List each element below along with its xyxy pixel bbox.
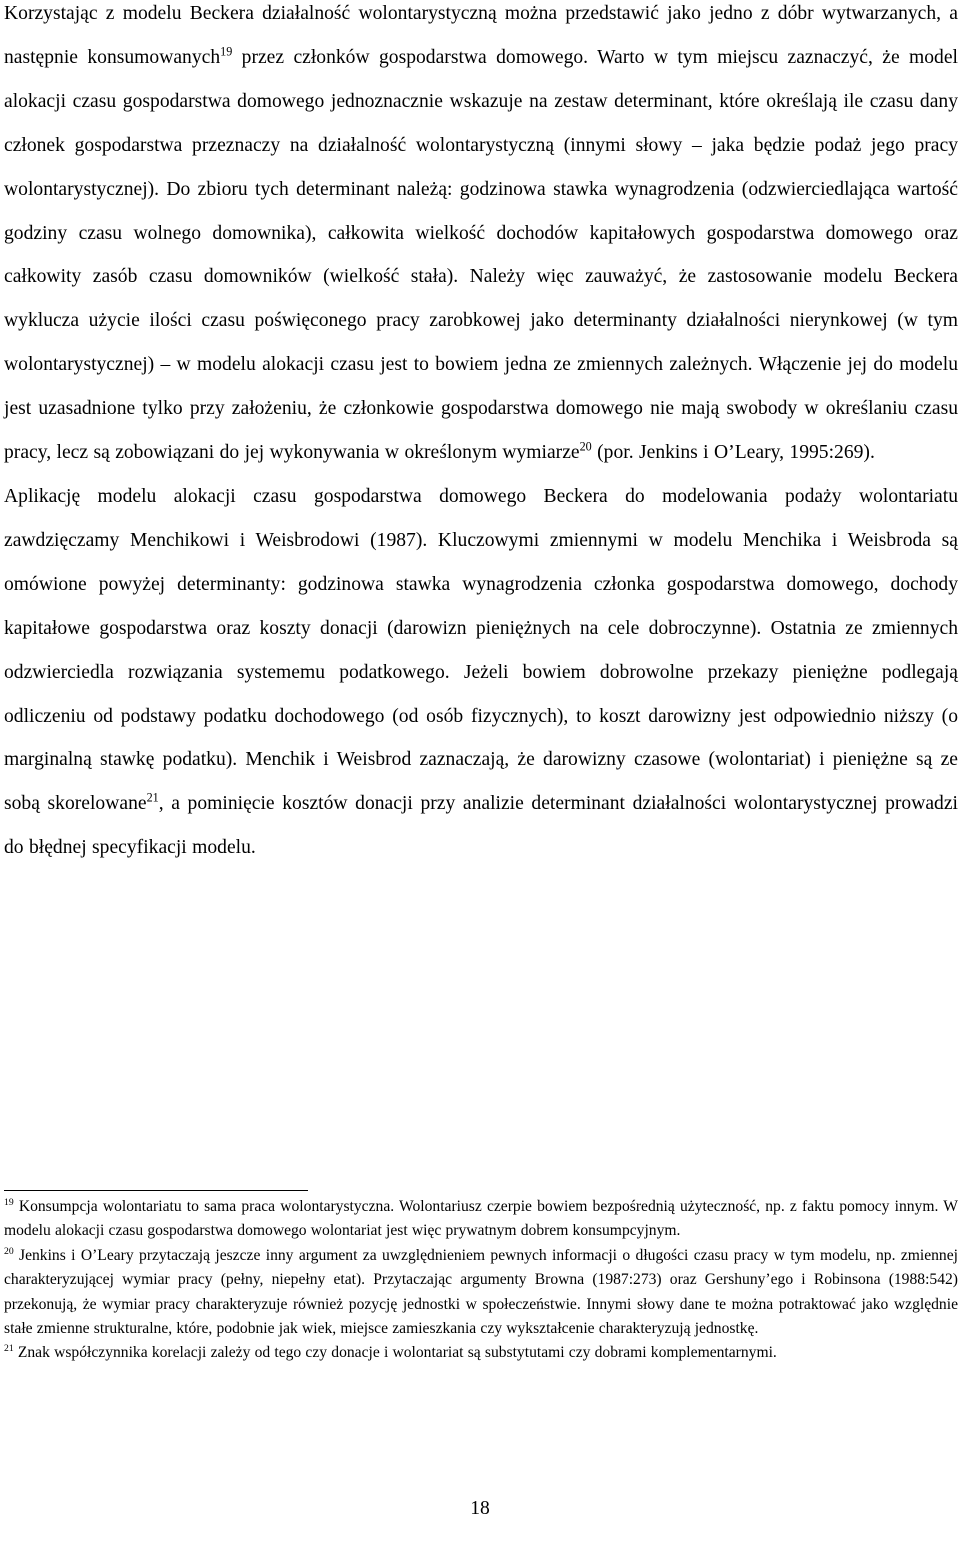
paragraph-1 [4, 0, 958, 475]
footnote-19 [4, 1195, 958, 1244]
paragraph-2-text-a: Aplikację modelu alokacji czasu gospodarstwa domowego Beckera do modelowania podaży wolontariatu zawdzięczamy Menchikowi i Weisbrodowi (1987). Kluczowymi zmiennymi w modelu Menchika i Weisbroda są omówione powyżej determinanty: godzinowa stawka wynagrodzenia członka gospodarstwa domowego, dochody kapitałowe gospodarstwa oraz koszty donacji (darowizn pieniężnych na cele dobroczynne). Ostatnia ze zmiennych odzwierciedla rozwiązania systememu podatkowego. Jeżeli bowiem dobrowolne przekazy pieniężne podlegają odliczeniu od podstawy podatku dochodowego (od osób fizycznych), to koszt darowizny jest odpowiednio niższy (o marginalną stawkę podatku). Menchik i Weisbrod zaznaczają, że darowizny czasowe (wolontariat) i pieniężne są ze sobą skorelowane [4, 485, 958, 815]
paragraph-1-text-b: przez członków gospodarstwa domowego. Warto w tym miejscu zaznaczyć, że model alokacji czasu gospodarstwa domowego jednoznacznie wskazuje na zestaw determinant, które określają ile czasu dany członek gospodarstwa przeznaczy na działalność wolontarystyczną (innymi słowy – jaka będzie podaż jego pracy wolontarystycznej). Do zbioru tych determinant należą: godzinowa stawka wynagrodzenia (odzwierciedlająca wartość godziny czasu wolnego domownika), całkowita wielkość dochodów kapitałowych gospodarstwa domowego oraz całkowity zasób czasu domowników (wielkość stała). Należy więc zauważyć, że zastosowanie modelu Beckera wyklucza użycie ilości czasu poświęconego pracy zarobkowej jako determinanty działalności nierynkowej (w tym wolontarystycznej) – w modelu alokacji czasu jest to bowiem jedna ze zmiennych zależnych. Włączenie jej do modelu jest uzasadnione tylko przy założeniu, że członkowie gospodarstwa domowego nie mają swobody w określaniu czasu pracy, lecz są zobowiązani do jej wykonywania w określonym wymiarze [4, 46, 958, 464]
footnote-text: Znak współczynnika korelacji zależy od tego czy donacje i wolontariat są substytutami czy dobrami komplementarnymi. [13, 1344, 777, 1362]
page-number: 18 [470, 1498, 490, 1519]
paragraph-2-text-b: , a pominięcie kosztów donacji przy analizie determinant działalności wolontarystycznej prowadzi do błędnej specyfikacji modelu. [4, 793, 958, 859]
footnote-ref-19: 19 [220, 44, 233, 59]
footnote-number: 19 [4, 1197, 14, 1209]
footnote-separator [4, 1190, 308, 1191]
footnote-number: 20 [4, 1246, 14, 1258]
paragraph-1-text-c: (por. Jenkins i O’Leary, 1995:269). [591, 442, 875, 464]
paragraph-1-text-a: Korzystając z modelu Beckera działalność wolontarystyczną można przedstawić jako jedno z dóbr wytwarzanych, a następnie konsumowanych [4, 3, 958, 68]
footnotes [4, 1195, 958, 1366]
footnote-ref-21: 21 [146, 791, 159, 806]
footnote-20 [4, 1244, 958, 1342]
footnote-21 [4, 1341, 958, 1365]
paragraph-2 [4, 475, 958, 870]
footnote-ref-20: 20 [579, 439, 592, 454]
main-text [4, 0, 958, 870]
footnote-text: Konsumpcja wolontariatu to sama praca wolontarystyczna. Wolontariusz czerpie bowiem bezpośrednią użyteczność, np. z faktu pomocy innym. W modelu alokacji czasu gospodarstwa domowego wolontariat jest więc prywatnym dobrem konsumpcyjnym. [4, 1198, 958, 1240]
footnote-number: 21 [4, 1343, 14, 1355]
footnote-text: Jenkins i O’Leary przytaczają jeszcze inny argument za uwzględnieniem pewnych informacji o długości czasu pracy w tym modelu, np. zmiennej charakteryzującej wymiar pracy (pełny, niepełny etat). Przytaczając argumenty Browna (1987:273) oraz Gershuny’ego i Robinsona (1988:542) przekonują, że wymiar pracy charakteryzuje również pozycję jednostki w społeczeństwie. Innymi słowy dane te można potraktować jako względnie stałe zmienne strukturalne, które, podobnie jak wiek, miejsce zamieszkania czy wykształcenie charakteryzują jednostkę. [4, 1246, 958, 1338]
